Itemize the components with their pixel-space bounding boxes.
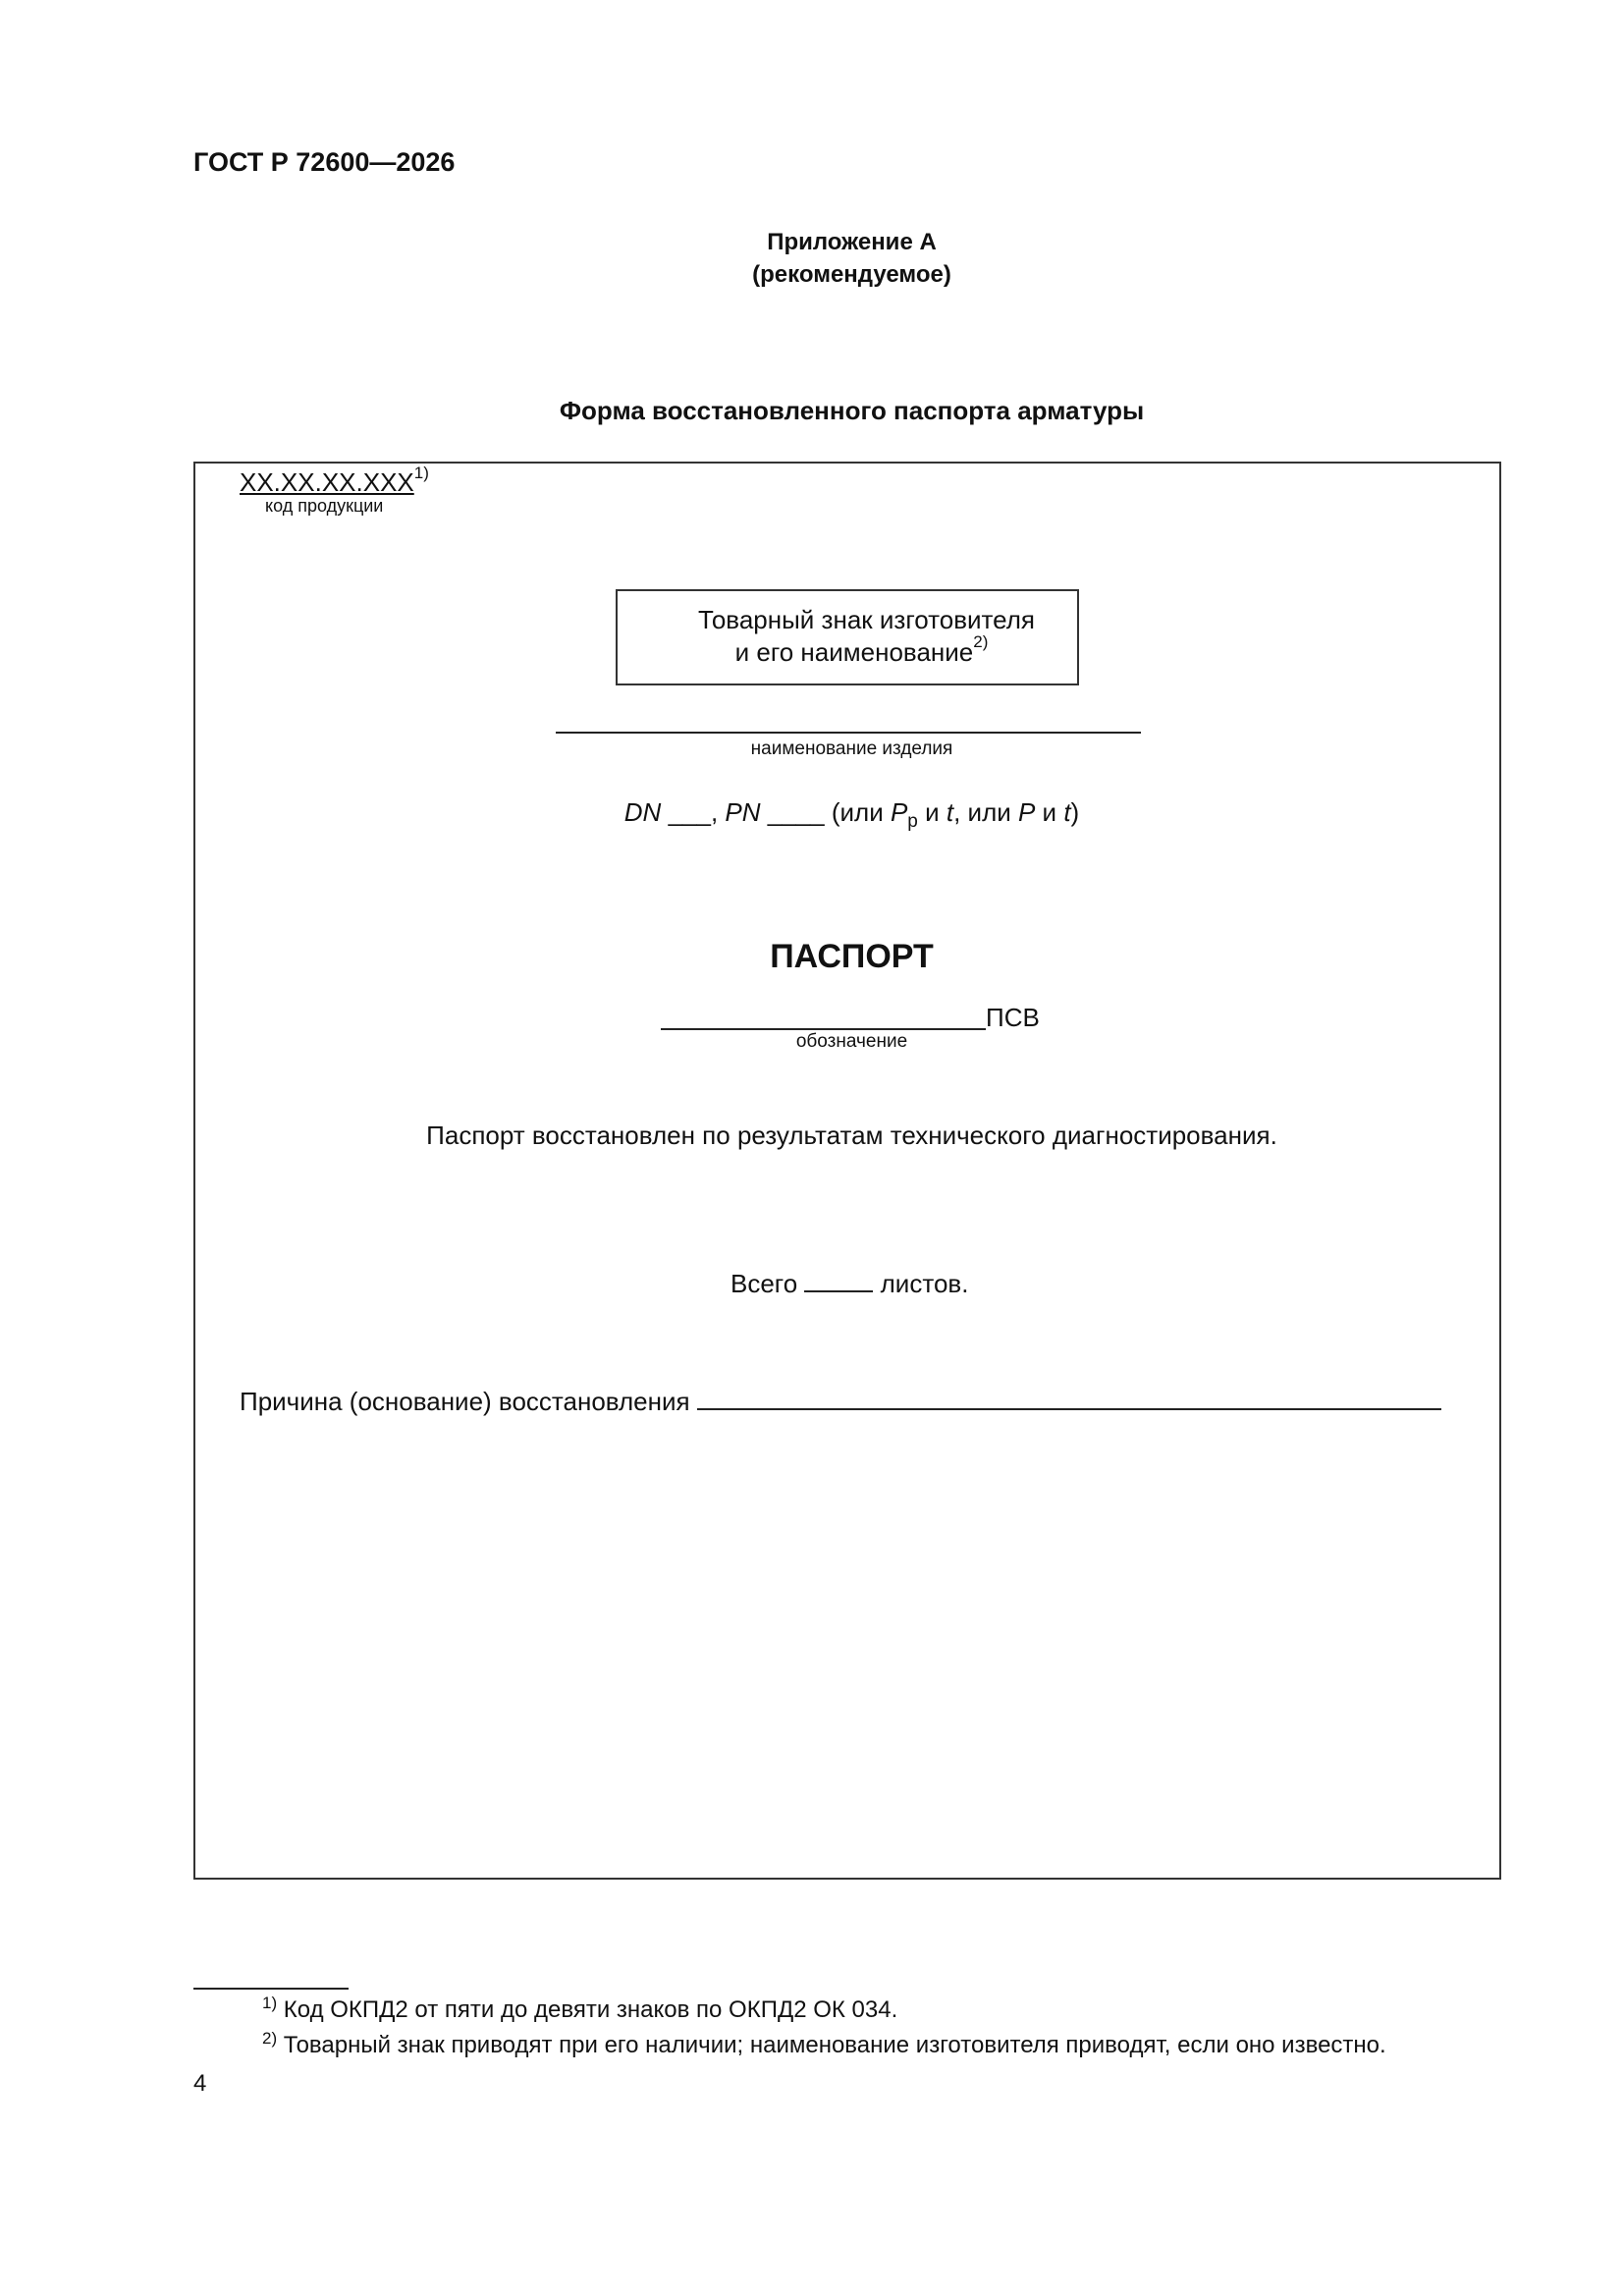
trademark-line-1: Товарный знак изготовителя xyxy=(698,605,1036,634)
restored-note: Паспорт восстановлен по результатам технического диагностирования. xyxy=(426,1121,1277,1150)
restoration-reason-blank xyxy=(697,1407,1441,1410)
dn-blank: ___ xyxy=(668,797,711,827)
pressure-diameter-params xyxy=(0,797,1623,831)
restoration-reason-label: Причина (основание) восстановления xyxy=(240,1387,697,1416)
product-code-caption: код продукции xyxy=(265,496,384,516)
page-number: 4 xyxy=(193,2070,207,2097)
dn-label: DN xyxy=(623,797,662,827)
appendix-heading xyxy=(0,226,1623,291)
footnote-2 xyxy=(262,2029,1386,2059)
sheets-count-blank xyxy=(804,1289,873,1292)
appendix-status: (рекомендуемое) xyxy=(752,261,951,288)
params-and: и xyxy=(917,797,947,827)
sheets-suffix: листов. xyxy=(873,1269,969,1298)
t-label-2: t xyxy=(1063,797,1071,827)
p-label-2: P xyxy=(1017,797,1036,827)
params-and-2: и xyxy=(1035,797,1064,827)
restoration-reason-line xyxy=(240,1387,1441,1417)
footnote-2-mark: 2) xyxy=(262,2029,278,2048)
designation-suffix: ПСВ xyxy=(986,1003,1040,1032)
params-close: ) xyxy=(1070,797,1080,827)
p-label: P xyxy=(890,797,908,827)
footnote-separator xyxy=(193,1988,349,1990)
form-title: Форма восстановленного паспорта арматуры xyxy=(559,396,1145,425)
trademark-footnote-mark: 2) xyxy=(973,632,989,651)
passport-title: ПАСПОРТ xyxy=(770,938,934,975)
params-or: (или xyxy=(824,797,891,827)
product-code-value: ХХ.ХХ.ХХ.ХХХ xyxy=(240,467,414,497)
document-code: ГОСТ Р 72600—2026 xyxy=(193,147,456,177)
sheets-count-line xyxy=(730,1269,968,1299)
footnote-1-text: Код ОКПД2 от пяти до девяти знаков по ОКПД2 ОК 034. xyxy=(277,1996,898,2023)
t-label: t xyxy=(946,797,954,827)
sheets-prefix: Всего xyxy=(730,1269,805,1298)
params-or-2: , или xyxy=(953,797,1018,827)
footnote-2-text: Товарный знак приводят при его наличии; наименование изготовителя приводят, если оно известно. xyxy=(277,2032,1386,2058)
p-subscript: р xyxy=(907,811,918,832)
product-name-caption: наименование изделия xyxy=(750,738,953,759)
trademark-line-2: и его наименование xyxy=(734,637,974,667)
product-code xyxy=(240,464,429,498)
product-code-footnote-mark: 1) xyxy=(413,464,429,482)
footnote-1 xyxy=(262,1996,897,2024)
designation-blank xyxy=(661,1028,986,1030)
footnote-1-mark: 1) xyxy=(262,1994,278,2012)
designation-caption: обозначение xyxy=(795,1031,908,1052)
pn-label: PN xyxy=(725,797,761,827)
trademark-line-2-wrap xyxy=(688,632,1035,669)
product-name-blank xyxy=(556,732,1141,734)
appendix-title: Приложение А xyxy=(767,229,937,255)
params-separator: , xyxy=(710,797,726,827)
trademark-text xyxy=(698,604,1035,669)
pn-blank: ____ xyxy=(767,797,825,827)
